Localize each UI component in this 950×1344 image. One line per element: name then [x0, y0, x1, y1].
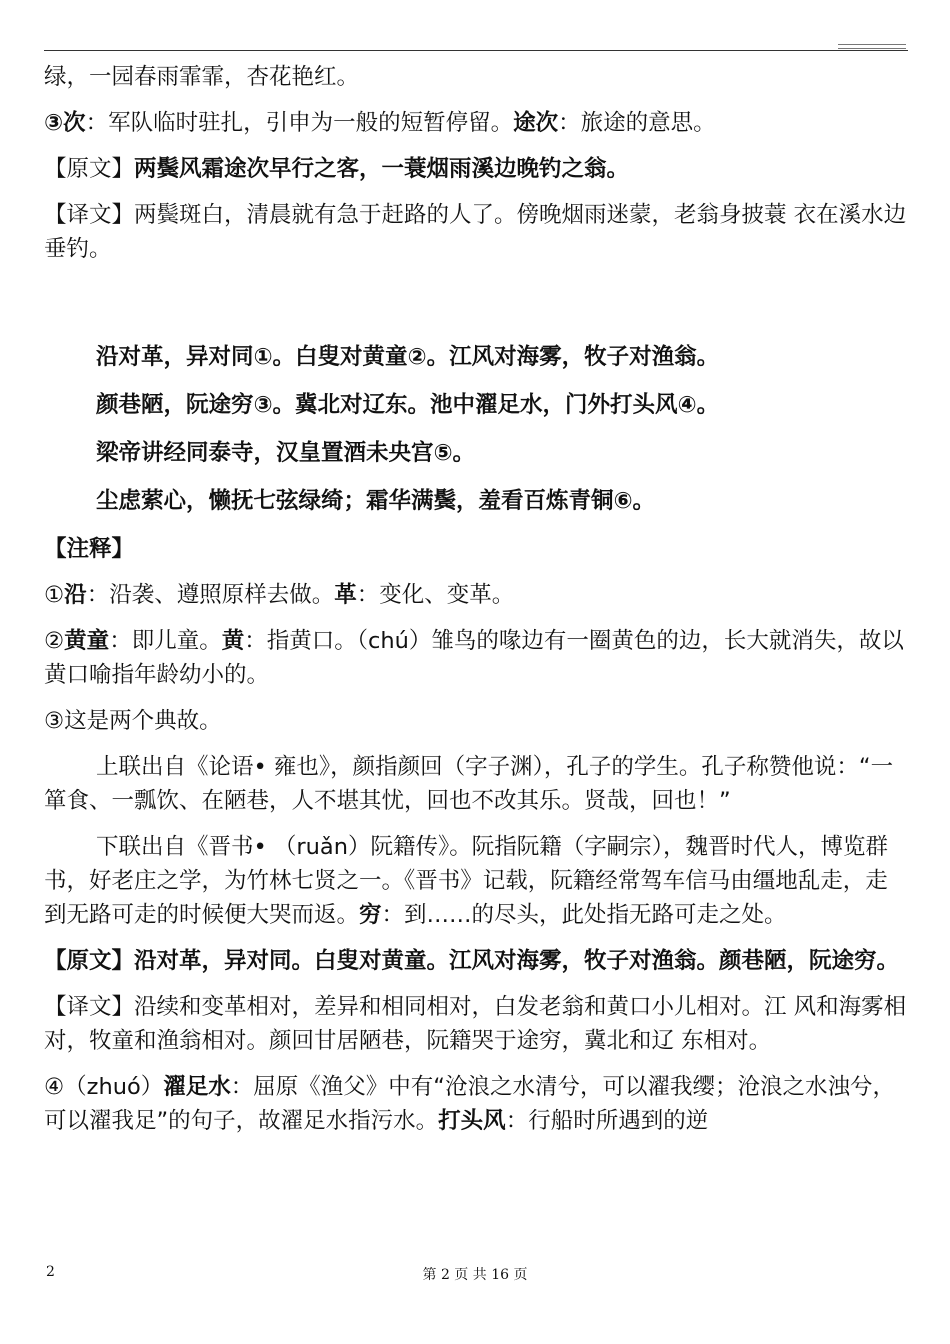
label: 【原文】 — [44, 156, 135, 182]
page-number: 2 — [46, 1264, 55, 1280]
text: ：屈原《渔父》中有“沧浪之水清兮，可以濯我缨；沧浪之水浊兮，可以濯我足”的句子，故濯足水指污水。 — [44, 1074, 895, 1134]
text: ② — [44, 628, 65, 654]
term: 黄童 — [64, 628, 110, 654]
spacer — [44, 278, 910, 340]
note-1 — [44, 578, 910, 612]
text: 绿，一园春雨霏霏，杏花艳红。 — [44, 64, 360, 90]
label: 【原文】 — [44, 948, 135, 974]
paragraph — [44, 60, 910, 94]
notes-heading: 【注释】 — [44, 536, 135, 562]
term: 濯足水 — [163, 1074, 231, 1100]
poem-line: 沿对革，异对同①。白叟对黄童②。江风对海雾，牧子对渔翁。 — [96, 344, 720, 370]
original-text-paragraph — [44, 152, 910, 186]
text: ：军队临时驻扎，引申为一般的短暂停留。 — [85, 110, 514, 136]
text: ④（zhuó） — [44, 1074, 164, 1100]
text: 沿对革，异对同。白叟对黄童。江风对海雾，牧子对渔翁。颜巷陋，阮途穷。 — [134, 948, 900, 974]
header-mark — [838, 44, 906, 49]
note-3: ③这是两个典故。 — [44, 708, 222, 734]
original-text-paragraph — [44, 944, 910, 978]
poem-line: 尘虑萦心，懒抚七弦绿绮；霜华满鬓，羞看百炼青铜⑥。 — [96, 488, 656, 514]
poem-line: 梁帝讲经同泰寺，汉皇置酒未央宫⑤。 — [96, 440, 476, 466]
term: ③次 — [44, 110, 86, 136]
term: 途次 — [513, 110, 559, 136]
text: 沿续和变革相对，差异和相同相对，白发老翁和黄口小儿相对。江 风和海雾相对，牧童和渔翁相对。颜回甘居陋巷，阮籍哭于途穷，冀北和辽 东相对。 — [44, 994, 907, 1054]
text: ：旅途的意思。 — [558, 110, 716, 136]
poem-line: 颜巷陋，阮途穷③。冀北对辽东。池中濯足水，门外打头风④。 — [96, 392, 720, 418]
note-4 — [44, 1070, 910, 1138]
page-info: 第 2 页 共 16 页 — [422, 1267, 528, 1283]
text: ：即儿童。 — [109, 628, 222, 654]
text: 两鬓斑白，清晨就有急于赶路的人了。傍晚烟雨迷蒙，老翁身披蓑 衣在溪水边垂钓。 — [44, 202, 907, 262]
translation-paragraph — [44, 198, 910, 266]
text: 两鬓风霜途次早行之客，一蓑烟雨溪边晚钓之翁。 — [134, 156, 630, 182]
document-body — [44, 60, 910, 1150]
note-3-lower — [44, 830, 910, 932]
term: 打头风 — [438, 1108, 506, 1134]
term: 革 — [334, 582, 357, 608]
note-3-upper: 上联出自《论语• 雍也》，颜指颜回（字子渊），孔子的学生。孔子称赞他说：“一箪食、一瓢饮、在陋巷，人不堪其忧，回也不改其乐。贤哉，回也！” — [44, 754, 894, 814]
note-2 — [44, 624, 910, 692]
text: 下联出自《晋书• （ruǎn）阮籍传》。阮指阮籍（字嗣宗），魏晋时代人，博览群书，好老庄之学，为竹林七贤之一。《晋书》记载，阮籍经常驾车信马由缰地乱走，走到无路可走的时候便大哭而返。 — [44, 834, 888, 928]
label: 【译文】 — [44, 994, 135, 1020]
term: 沿 — [64, 582, 87, 608]
text: ：行船时所遇到的逆 — [505, 1108, 709, 1134]
paragraph — [44, 106, 910, 140]
text: ：沿袭、遵照原样去做。 — [86, 582, 335, 608]
label: 【译文】 — [44, 202, 135, 228]
term: 黄 — [221, 628, 245, 654]
text: ：变化、变革。 — [356, 582, 515, 608]
header-rule — [44, 50, 908, 51]
text: ：指黄口。（chú）雏鸟的喙边有一圈黄色的边，长大就消失，故以黄口喻指年龄幼小的。 — [44, 628, 904, 688]
text: ① — [44, 582, 65, 608]
translation-paragraph — [44, 990, 910, 1058]
text: ：到……的尽头，此处指无路可走之处。 — [381, 902, 787, 928]
term: 穷 — [359, 902, 382, 928]
